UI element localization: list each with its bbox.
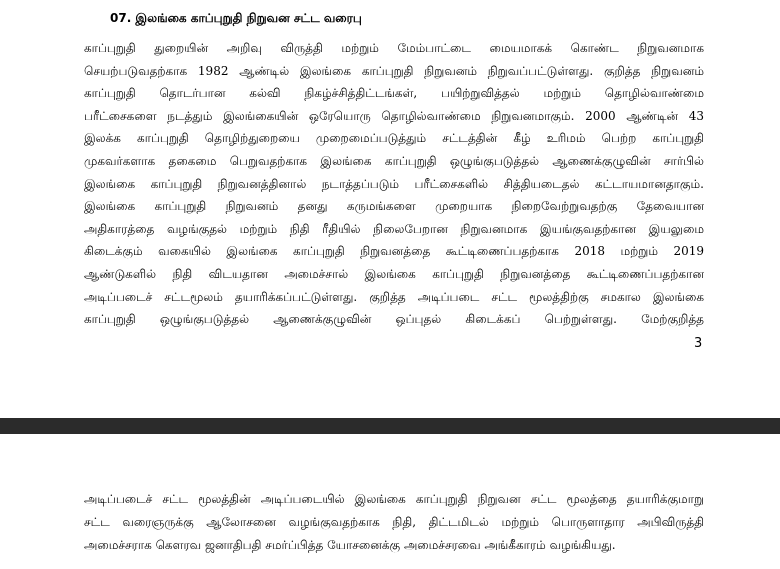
text-line: அடிப்படைச் சட்ட மூலத்தின் அடிப்படையில் இலங்கை காப்புறுதி நிறுவன சட்ட மூலத்தை தயாரிக்குமாறு	[84, 492, 704, 506]
text-line: செயற்படுவதற்காக 1982 ஆண்டில் இலங்கை காப்புறுதி நிறுவனம் நிறுவப்பட்டுள்ளது. குறித்த நிறுவனம்	[84, 63, 704, 78]
text-line: ஆண்டுகளில் நிதி விடயதான அமைச்சால் இலங்கை காப்புறுதி நிறுவனத்தை கூட்டிணைப்பதற்கான	[84, 266, 704, 281]
text-line: அதிகாரத்தை வழங்குதல் மற்றும் நிதி ரீதியில் நிலைபேறான நிறுவனமாக இயங்குவதற்கான இயலுமை	[84, 221, 704, 236]
text-line: காப்புறுதி துறையின் அறிவு விருத்தி மற்றும் மேம்பாட்டை மையமாகக் கொண்ட நிறுவனமாக	[84, 41, 704, 55]
section-heading: 07. இலங்கை காப்புறுதி நிறுவன சட்ட வரைபு	[110, 11, 362, 25]
text-line: முகவர்களாக தகைமை பெறுவதற்காக இலங்கை காப்புறுதி ஒழுங்குபடுத்தல் ஆணைக்குழுவின் சார்பில்	[84, 153, 704, 168]
text-line: காப்புறுதி தொடர்பான கல்வி நிகழ்ச்சித்திட்டங்கள், பயிற்றுவித்தல் மற்றும் தொழில்வாண்மை	[84, 86, 704, 101]
page-separator	[0, 418, 780, 434]
text-line: அமைச்சராக கௌரவ ஜனாதிபதி சமர்ப்பித்த யோசனைக்கு அமைச்சரவை அங்கீகாரம் வழங்கியது.	[84, 537, 616, 552]
text-line: காப்புறுதி ஒழுங்குபடுத்தல் ஆணைக்குழுவின் ஒப்புதல் கிடைக்கப் பெற்றுள்ளது. மேற்குறித்த	[84, 312, 704, 327]
page1-paragraph	[84, 37, 704, 331]
page2-paragraph	[84, 488, 704, 556]
text-line: கிடைக்கும் வகையில் இலங்கை காப்புறுதி நிறுவனத்தை கூட்டிணைப்பதற்காக 2018 மற்றும் 2019	[84, 244, 704, 259]
text-line: சட்ட வரைஞருக்கு ஆலோசனை வழங்குவதற்காக நிதி, திட்டமிடல் மற்றும் பொருளாதார அபிவிருத்தி	[84, 514, 704, 529]
text-line: பரீட்சைகளை நடத்தும் இலங்கையின் ஒரேயொரு தொழில்வாண்மை நிறுவனமாகும். 2000 ஆண்டின் 43	[84, 108, 704, 123]
text-line: அடிப்படைச் சட்டமூலம் தயாரிக்கப்பட்டுள்ளது. குறித்த அடிப்படை சட்ட மூலத்திற்கு சமகால இலங்கை	[84, 289, 704, 304]
text-line: இலங்கை காப்புறுதி நிறுவனத்தினால் நடாத்தப்படும் பரீட்சைகளில் சித்தியடைதல் கட்டாயமானதாகும்.	[84, 176, 704, 191]
text-line: இலங்கை காப்புறுதி நிறுவனம் தனது கருமங்களை முறையாக நிறைவேற்றுவதற்கு தேவையான	[84, 199, 704, 214]
page-number: 3	[694, 336, 703, 351]
text-line: இலக்க காப்புறுதி தொழிற்துறையை முறைமைப்படுத்தும் சட்டத்தின் கீழ் உரிமம் பெற்ற காப்புறுதி	[84, 131, 704, 146]
